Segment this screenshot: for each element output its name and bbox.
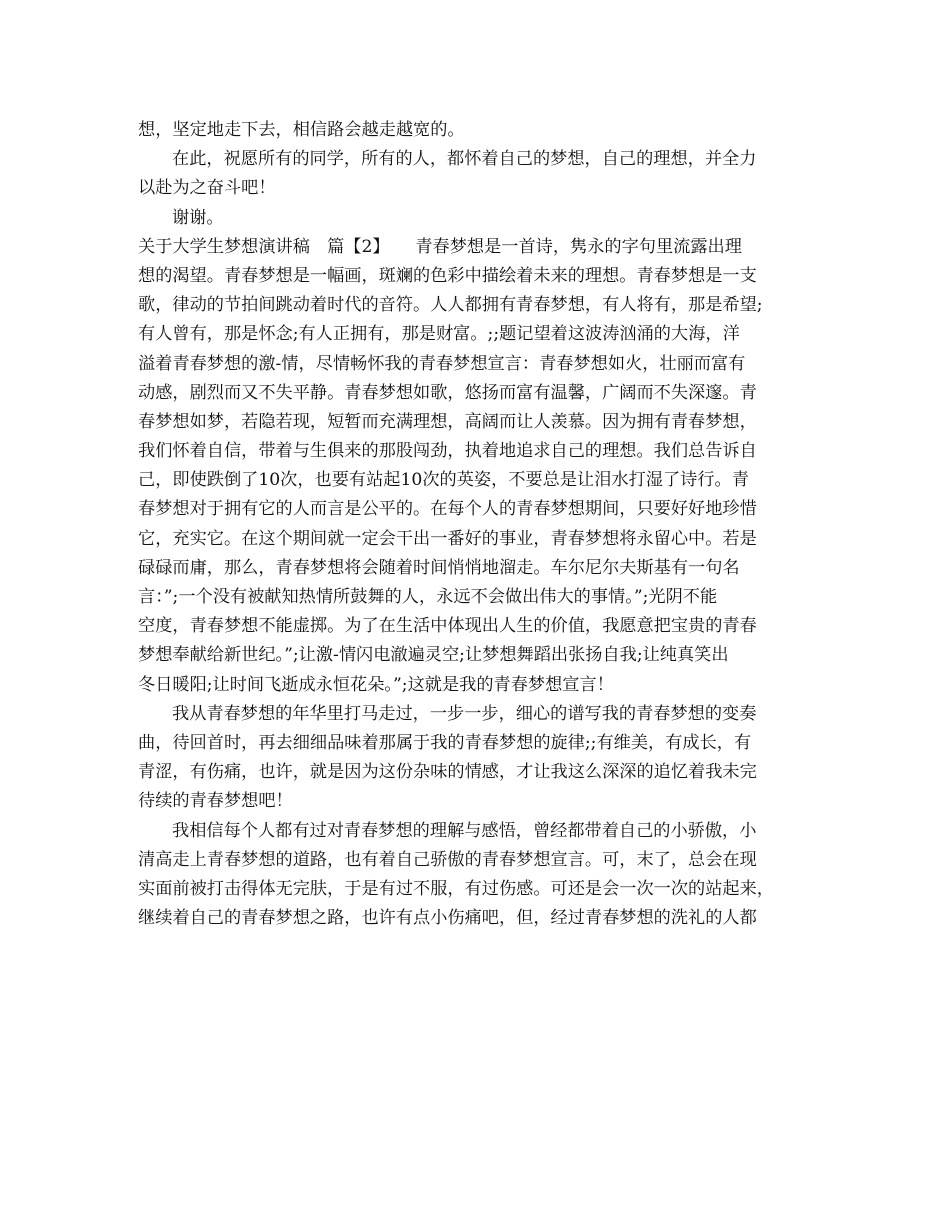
text-line: 它，充实它。在这个期间就一定会干出一番好的事业，青春梦想将永留心中。若是 bbox=[138, 528, 757, 549]
paragraph-first-line: 我从青春梦想的年华里打马走过，一步一步，细心的谱写我的青春梦想的变奏 bbox=[172, 703, 757, 724]
text-line: 春梦想如梦，若隐若现，短暂而充满理想，高阔而让人羡慕。因为拥有青春梦想， bbox=[138, 411, 757, 432]
text-line: 想的渴望。青春梦想是一幅画，斑斓的色彩中描绘着未来的理想。青春梦想是一支 bbox=[138, 265, 757, 286]
text-line: 实面前被打击得体无完肤，于是有过不服，有过伤感。可还是会一次一次的站起来， bbox=[138, 878, 774, 899]
text-line: 想，坚定地走下去，相信路会越走越宽的。 bbox=[138, 120, 465, 140]
text-line: 我们怀着自信，带着与生俱来的那股闯劲，执着地追求自己的理想。我们总告诉自 bbox=[138, 441, 757, 462]
paragraph-first-line: 在此，祝愿所有的同学，所有的人，都怀着自己的梦想，自己的理想，并全力 bbox=[172, 149, 757, 170]
text-line: 以赴为之奋斗吧！ bbox=[138, 178, 276, 199]
text-line: 有人曾有，那是怀念;有人正拥有，那是财富。;;题记望着这波涛汹涌的大海，洋 bbox=[138, 324, 740, 345]
paragraph-first-line: 谢谢。 bbox=[172, 207, 224, 228]
text-line: 己，即使跌倒了10次，也要有站起10次的英姿，不要总是让泪水打湿了诗行。青 bbox=[138, 470, 749, 491]
text-line: 溢着青春梦想的激-情，尽情畅怀我的青春梦想宣言：青春梦想如火，壮丽而富有 bbox=[138, 353, 746, 374]
text-line: 曲，待回首时，再去细细品味着那属于我的青春梦想的旋律;;有维美，有成长，有 bbox=[138, 732, 752, 753]
text-line: 空度，青春梦想不能虚掷。为了在生活中体现出人生的价值，我愿意把宝贵的青春 bbox=[138, 616, 757, 637]
text-line: 歌，律动的节拍间跳动着时代的音符。人人都拥有青春梦想，有人将有，那是希望; bbox=[138, 295, 763, 316]
text-line: 梦想奉献给新世纪。”;让激-情闪电澈遍灵空;让梦想舞蹈出张扬自我;让纯真笑出 bbox=[138, 645, 729, 666]
text-line: 清高走上青春梦想的道路，也有着自己骄傲的青春梦想宣言。可，末了，总会在现 bbox=[138, 849, 757, 870]
text-line: 待续的青春梦想吧！ bbox=[138, 791, 293, 812]
text-line: 动感，剧烈而又不失平静。青春梦想如歌，悠扬而富有温馨，广阔而不失深邃。青 bbox=[138, 382, 757, 403]
text-line: 冬日暖阳;让时间飞逝成永恒花朵。”;这就是我的青春梦想宣言！ bbox=[138, 674, 614, 695]
document-body bbox=[138, 116, 818, 933]
text-line: 言：”;一个没有被献知热情所鼓舞的人，永远不会做出伟大的事情。”;光阴不能 bbox=[138, 587, 718, 607]
section-heading-line: 关于大学生梦想演讲稿 篇【2】 青春梦想是一首诗，隽永的字句里流露出理 bbox=[138, 236, 742, 257]
text-line: 青涩，有伤痛，也许，就是因为这份杂味的情感，才让我这么深深的追忆着我未完 bbox=[138, 762, 757, 783]
text-line: 继续着自己的青春梦想之路，也许有点小伤痛吧，但，经过青春梦想的洗礼的人都 bbox=[138, 908, 757, 929]
paragraph-first-line: 我相信每个人都有过对青春梦想的理解与感悟，曾经都带着自己的小骄傲，小 bbox=[172, 820, 757, 841]
text-line: 碌碌而庸，那么，青春梦想将会随着时间悄悄地溜走。车尔尼尔夫斯基有一句名 bbox=[138, 557, 740, 578]
text-line: 春梦想对于拥有它的人而言是公平的。在每个人的青春梦想期间，只要好好地珍惜 bbox=[138, 499, 757, 520]
